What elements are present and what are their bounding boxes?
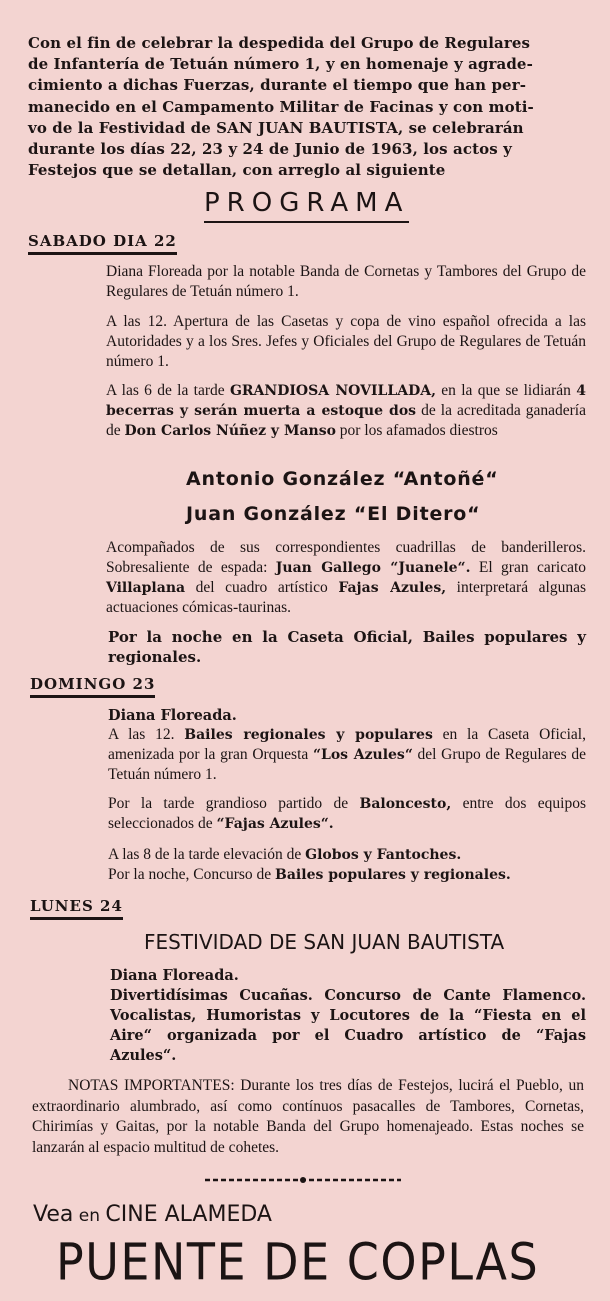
intro-line: manecido en el Campamento Militar de Facinas y con moti-	[28, 97, 534, 116]
intro-line: Con el fin de celebrar la despedida del Grupo de Regulares	[28, 34, 531, 52]
day-heading-sabado: SABADO DIA 22	[28, 232, 177, 255]
cinema-ad-line: Vea en CINE ALAMEDA	[33, 1202, 272, 1227]
intro-paragraph	[28, 33, 583, 181]
domingo-baloncesto-paragraph: Por la tarde grandioso partido de Baloncesto, entre dos equipos seleccionados de “Fajas Azules“.	[108, 795, 587, 832]
intro-line: vo de la Festividad de SAN JUAN BAUTISTA, se celebrarán	[28, 118, 524, 137]
intro-line: durante los días 22, 23 y 24 de Junio de 1963, los actos y	[28, 140, 512, 159]
domingo-concurso-line: Por la noche, Concurso de Bailes populares y regionales.	[108, 866, 511, 883]
sabado-diana-paragraph: Diana Floreada por la notable Banda de Cornetas y Tambores del Grupo de Regulares de Tetuán número 1.	[106, 263, 586, 300]
ornament-divider	[203, 1176, 403, 1184]
sabado-casetas-paragraph: A las 12. Apertura de las Casetas y copa de vino español ofrecida a las Autoridades y a los Sres. Jefes y Oficiales del Grupo de Regulares de Tetuán número 1.	[106, 313, 586, 370]
intro-line: de Infantería de Tetuán número 1, y en homenaje y agrade-	[28, 55, 533, 74]
lunes-diana: Diana Floreada.	[110, 967, 239, 984]
programa-title: PROGRAMA	[204, 188, 409, 223]
day-heading-domingo: DOMINGO 23	[30, 675, 155, 698]
sabado-cuadrillas-paragraph: Acompañados de sus correspondientes cuadrillas de banderilleros. Sobresaliente de espada: Juan Gallego “Juanele“. El gran caricato Villaplana del cuadro artístico Fajas Azules, interpretará algunas actuaciones cómicas-taurinas.	[106, 539, 587, 616]
day-heading-lunes: LUNES 24	[30, 897, 123, 920]
intro-line: cimiento a dichas Fuerzas, durante el tiempo que han per-	[28, 76, 527, 95]
domingo-globos-line: A las 8 de la tarde elevación de Globos y Fantoches.	[108, 846, 462, 863]
domingo-bailes-paragraph: A las 12. Bailes regionales y populares en la Caseta Oficial, amenizada por la gran Orquesta “Los Azules“ del Grupo de Regulares de Tetuán número 1.	[108, 726, 586, 783]
torero-juan-gonzalez: Juan González “El Ditero“	[186, 503, 481, 525]
sabado-novillada-paragraph: A las 6 de la tarde GRANDIOSA NOVILLADA, en la que se lidiarán 4 becerras y serán muerta a estoque dos de la acreditada ganadería de Don Carlos Núñez y Manso por los afamados diestros	[106, 382, 586, 439]
notas-importantes-paragraph: NOTAS IMPORTANTES: Durante los tres días de Festejos, lucirá el Pueblo, un extraordinario alumbrado, así como contínuos pasacalles de Tambores, Cornetas, Chirimías y Gaitas, por la notable Banda del Grupo homenajeado. Estas noches se lanzarán al espacio multitud de cohetes.	[32, 1077, 584, 1156]
sabado-noche-paragraph: Por la noche en la Caseta Oficial, Bailes populares y regionales.	[108, 628, 586, 666]
domingo-diana: Diana Floreada.	[108, 707, 237, 724]
torero-antonio-gonzalez: Antonio González “Antoñé“	[186, 468, 499, 490]
intro-line: Festejos que se detallan, con arreglo al siguiente	[28, 161, 446, 180]
festividad-heading: FESTIVIDAD DE SAN JUAN BAUTISTA	[144, 930, 505, 954]
movie-title: PUENTE DE COPLAS	[56, 1232, 540, 1292]
lunes-cucanas-paragraph: Divertidísimas Cucañas. Concurso de Cante Flamenco. Vocalistas, Humoristas y Locutores de la “Fiesta en el Aire“ organizada por el Cuadro artístico de “Fajas Azules“.	[110, 987, 586, 1064]
